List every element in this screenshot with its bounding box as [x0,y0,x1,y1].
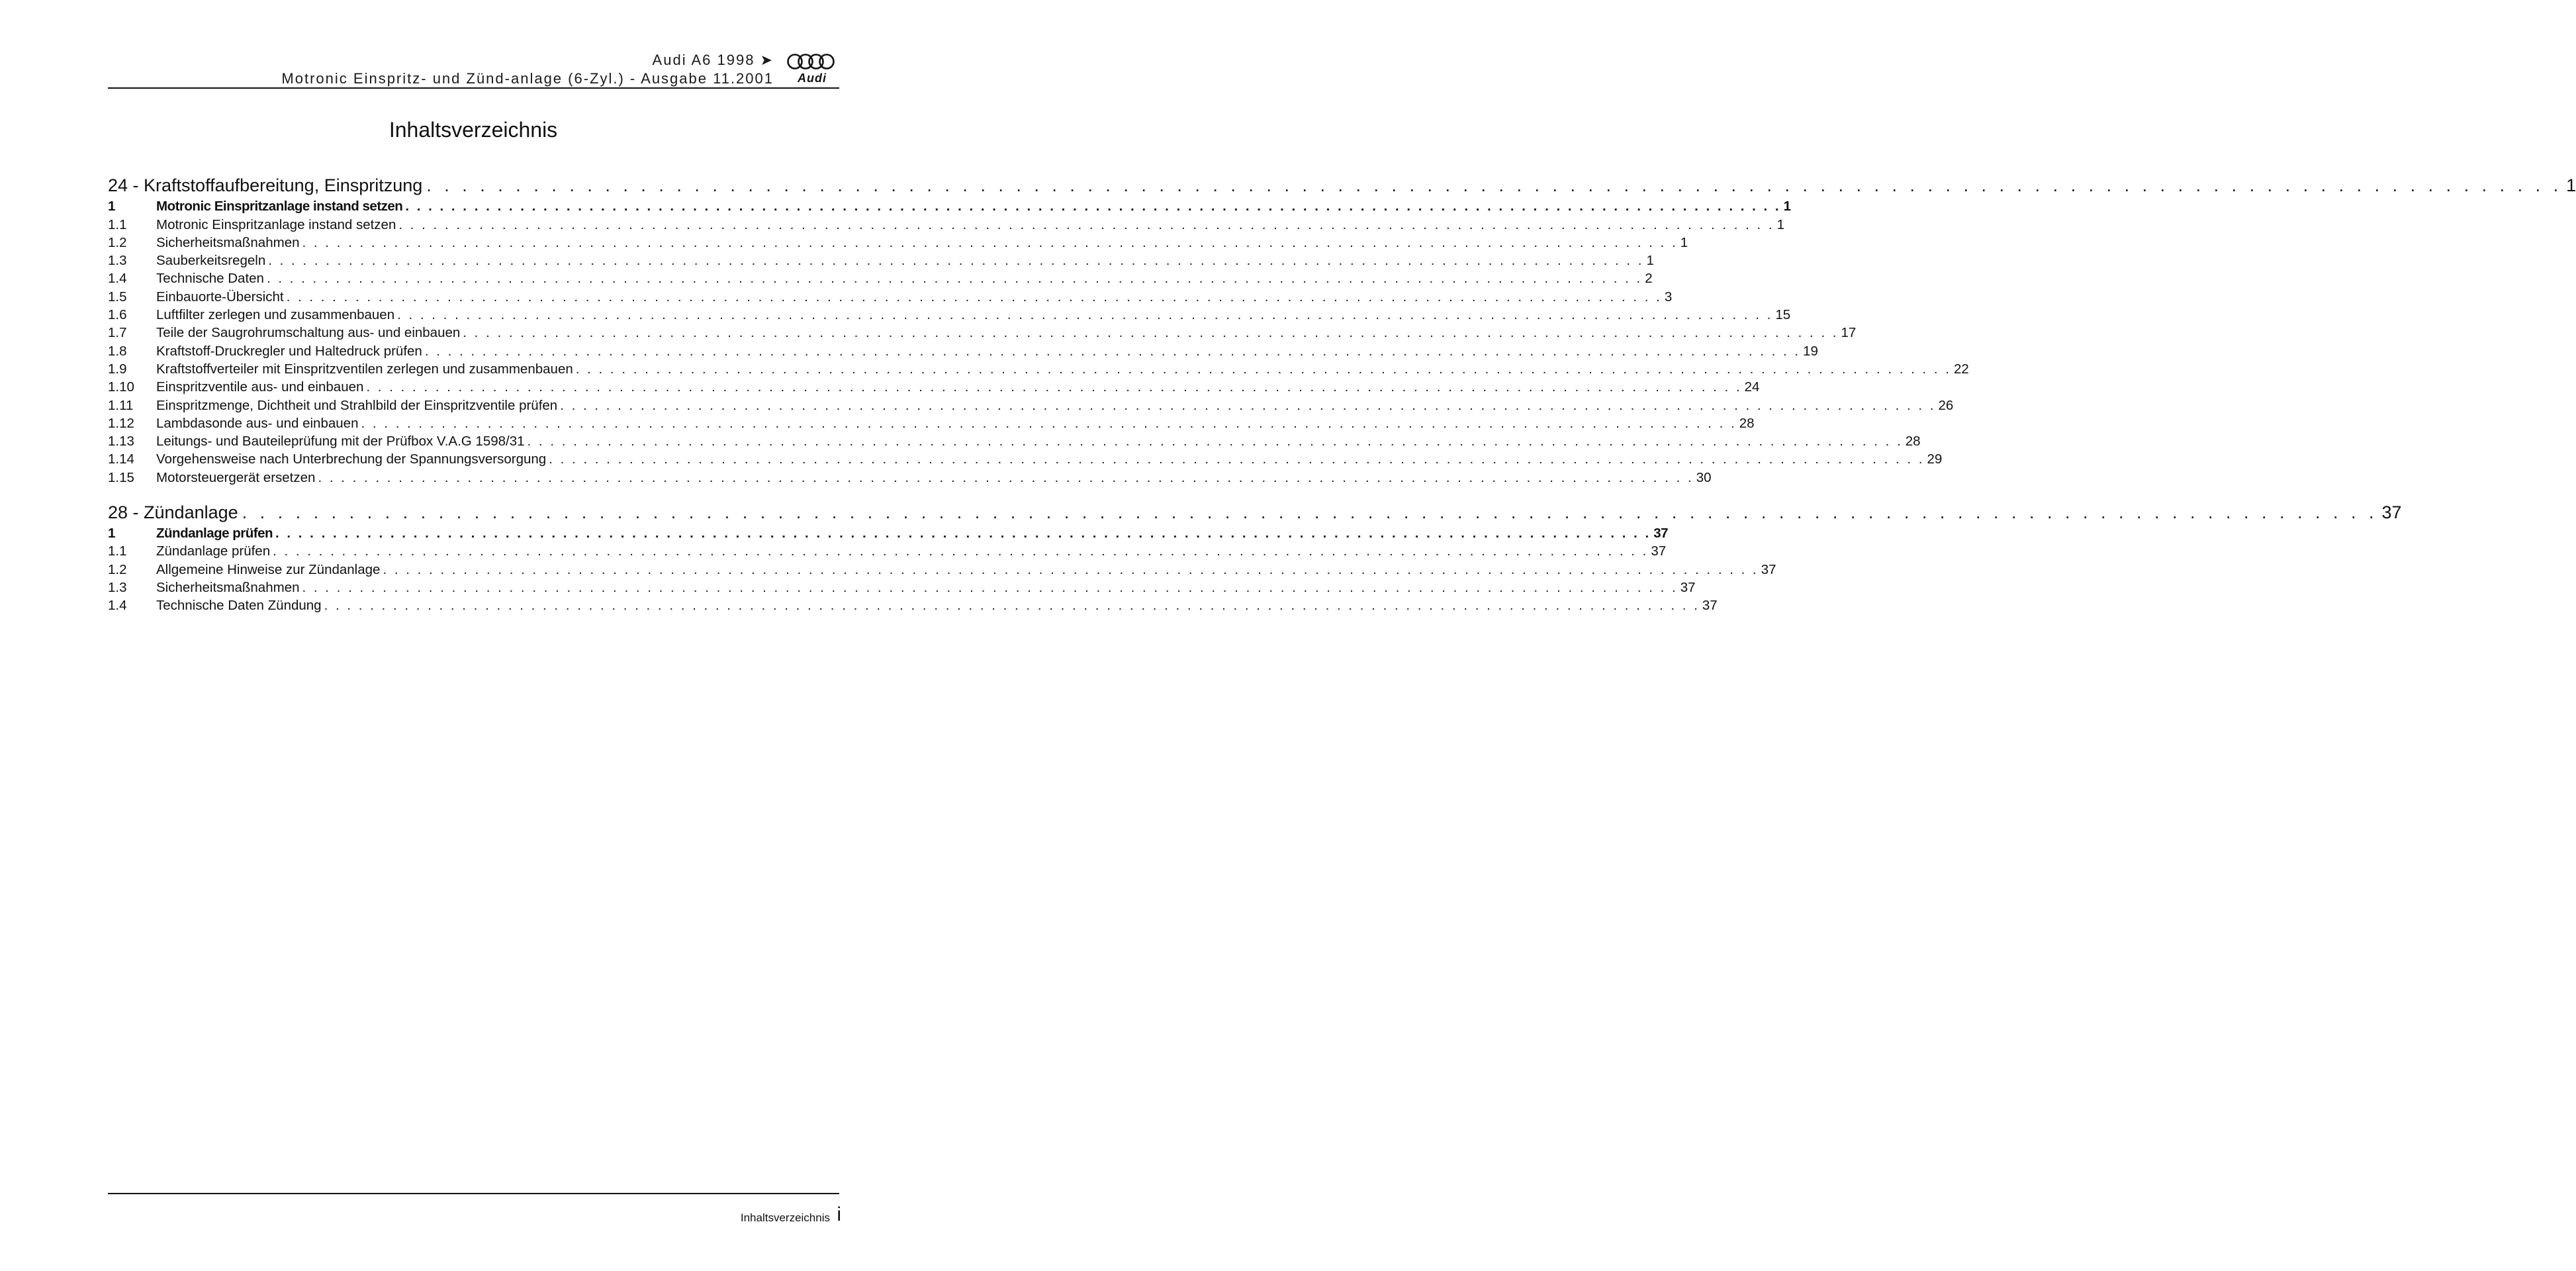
toc-entry-title: Einspritzmenge, Dichtheit und Strahlbild der Einspritzventile prüfen [156,397,558,413]
toc-leader-dots: . . . . . . . . . . . . . . . . . . . . . . . . . . . . . . . . . . . . . . . . . . . . . . . . . . . . . . . . . . . . . . . . . . . . . . . . . . . . . . . . . . . . . . . . . . . . . . . . . . . . . . . . . . . . . . . . . . . . . . . . [266,271,1643,287]
toc-entry-number: 1.3 [108,579,127,595]
header-rule [108,87,839,89]
toc-entry-title: Sicherheitsmaßnahmen [156,579,300,595]
toc-entry-number: 1.11 [108,397,134,413]
toc-entry[interactable] [108,305,1791,323]
table-of-contents [108,168,2576,614]
toc-entry-page: 2 [1645,271,1653,287]
toc-entry-page: 19 [1803,343,1818,359]
toc-entry-title: Lambdasonde aus- und einbauen [156,415,359,431]
toc-entry[interactable] [108,232,1688,250]
toc-entry[interactable] [108,467,1712,485]
toc-entry[interactable] [108,322,1857,341]
toc-chapter [108,168,2576,485]
toc-entry[interactable] [108,577,1696,595]
toc-entry-title: Vorgehensweise nach Unterbrechung der Spannungsversorgung [156,451,547,467]
toc-entry-title: Zündanlage prüfen [156,543,271,559]
toc-entry[interactable] [108,268,1653,287]
toc-entry-title: Technische Daten [156,271,264,287]
toc-entry-title: Teile der Saugrohrumschaltung aus- und einbauen [156,325,461,341]
toc-entry-title: Luftfilter zerlegen und zusammenbauen [156,307,395,323]
toc-entry-number: 1.10 [108,379,134,395]
toc-leader-dots: . . . . . . . . . . . . . . . . . . . . . . . . . . . . . . . . . . . . . . . . . . . . . . . . . . . . . . . . . . . . . . . . . . . . . . . . . . . . . . . . . . . . . . . . . . . . . . . . . . . . . . . . . . . . . . . . . . . . . . . . [424,343,1801,359]
toc-entry-page: 30 [1696,469,1712,485]
toc-entry[interactable] [108,395,1954,413]
toc-entry-page: 17 [1841,325,1857,341]
toc-leader-dots: . . . . . . . . . . . . . . . . . . . . . . . . . . . . . . . . . . . . . . . . . . . . . . . . . . . . . . . . . . . . . . . . . . . . . . . . . . . . . . . . . . . . . . . . . . . . . . . . . . . . . . . . . . . . . . . . . . . . . . . . [302,234,1678,250]
toc-leader-dots: . . . . . . . . . . . . . . . . . . . . . . . . . . . . . . . . . . . . . . . . . . . . . . . . . . . . . . . . . . . . . . . . . . . . . . . . . . . . . . . . . . . . . . . . . . . . . . . . . . . . . . . . . . . . . . . . . . . . . . . . [463,325,1839,341]
footer-label: Inhaltsverzeichnis [740,1211,830,1224]
toc-chapter-title: 24 - Kraftstoffaufbereitung, Einspritzung [108,175,423,195]
toc-leader-dots: . . . . . . . . . . . . . . . . . . . . . . . . . . . . . . . . . . . . . . . . . . . . . . . . . . . . . . . . . . . . . . . . . . . . . . . . . . . . . . . . . . . . . . . . . . . . . . . . . . . . . . . . . . . . . . . . . . . . . . . . [426,175,2563,195]
toc-entry[interactable] [108,286,1673,305]
toc-entry[interactable] [108,359,1969,377]
toc-leader-dots: . . . . . . . . . . . . . . . . . . . . . . . . . . . . . . . . . . . . . . . . . . . . . . . . . . . . . . . . . . . . . . . . . . . . . . . . . . . . . . . . . . . . . . . . . . . . . . . . . . . . . . . . . . . . . . . . . . . . . . . . [366,379,1742,395]
toc-entry-page: 1 [1776,216,1785,232]
toc-entry-number: 1.15 [108,469,134,485]
toc-entry[interactable] [108,559,1776,577]
toc-entry-number: 1.5 [108,289,127,305]
toc-entry-number: 1.13 [108,434,134,449]
toc-entry-page: 1 [1783,199,1791,214]
toc-leader-dots: . . . . . . . . . . . . . . . . . . . . . . . . . . . . . . . . . . . . . . . . . . . . . . . . . . . . . . . . . . . . . . . . . . . . . . . . . . . . . . . . . . . . . . . . . . . . . . . . . . . . . . . . . . . . . . . . . . . . . . . . [527,434,1903,449]
header-model: Audi A6 1998 ➤ [652,52,774,68]
toc-leader-dots: . . . . . . . . . . . . . . . . . . . . . . . . . . . . . . . . . . . . . . . . . . . . . . . . . . . . . . . . . . . . . . . . . . . . . . . . . . . . . . . . . . . . . . . . . . . . . . . . . . . . . . . . . . . . . . . . . . . . . . . . [405,199,1781,214]
toc-entry[interactable] [108,523,1669,541]
toc-entry-title: Technische Daten Zündung [156,598,322,614]
audi-logo-wordmark: Audi [798,71,827,85]
toc-entry-title: Sicherheitsmaßnahmen [156,234,300,250]
toc-entry[interactable] [108,449,1943,467]
toc-entry-page: 1 [1646,253,1654,269]
toc-entry-number: 1.3 [108,253,127,269]
page-title: Inhaltsverzeichnis [389,118,558,142]
toc-entry-page: 24 [1744,379,1760,395]
toc-entry-number: 1.9 [108,361,127,377]
toc-leader-dots: . . . . . . . . . . . . . . . . . . . . . . . . . . . . . . . . . . . . . . . . . . . . . . . . . . . . . . . . . . . . . . . . . . . . . . . . . . . . . . . . . . . . . . . . . . . . . . . . . . . . . . . . . . . . . . . . . . . . . . . . [549,451,1925,467]
toc-entry[interactable] [108,250,1654,269]
toc-entry-page: 37 [1651,543,1667,559]
toc-entry-title: Leitungs- und Bauteileprüfung mit der Prüfbox V.A.G 1598/31 [156,434,525,449]
toc-entry-title: Kraftstoff-Druckregler und Haltedruck prüfen [156,343,422,359]
toc-leader-dots: . . . . . . . . . . . . . . . . . . . . . . . . . . . . . . . . . . . . . . . . . . . . . . . . . . . . . . . . . . . . . . . . . . . . . . . . . . . . . . . . . . . . . . . . . . . . . . . . . . . . . . . . . . . . . . . . . . . . . . . . [286,289,1662,305]
toc-entry-title: Allgemeine Hinweise zur Zündanlage [156,561,381,577]
toc-entry-page: 28 [1739,415,1755,431]
toc-chapter-title: 28 - Zündanlage [108,502,238,522]
toc-leader-dots: . . . . . . . . . . . . . . . . . . . . . . . . . . . . . . . . . . . . . . . . . . . . . . . . . . . . . . . . . . . . . . . . . . . . . . . . . . . . . . . . . . . . . . . . . . . . . . . . . . . . . . . . . . . . . . . . . . . . . . . . [275,526,1651,541]
toc-leader-dots: . . . . . . . . . . . . . . . . . . . . . . . . . . . . . . . . . . . . . . . . . . . . . . . . . . . . . . . . . . . . . . . . . . . . . . . . . . . . . . . . . . . . . . . . . . . . . . . . . . . . . . . . . . . . . . . . . . . . . . . . [398,216,1774,232]
toc-leader-dots: . . . . . . . . . . . . . . . . . . . . . . . . . . . . . . . . . . . . . . . . . . . . . . . . . . . . . . . . . . . . . . . . . . . . . . . . . . . . . . . . . . . . . . . . . . . . . . . . . . . . . . . . . . . . . . . . . . . . . . . . [383,561,1759,577]
toc-entry[interactable] [108,340,1818,359]
header-manual-title: Motronic Einspritz- und Zünd-anlage (6-Zyl.) - Ausgabe 11.2001 [281,70,774,87]
toc-leader-dots: . . . . . . . . . . . . . . . . . . . . . . . . . . . . . . . . . . . . . . . . . . . . . . . . . . . . . . . . . . . . . . . . . . . . . . . . . . . . . . . . . . . . . . . . . . . . . . . . . . . . . . . . . . . . . . . . . . . . . . . . [397,307,1773,323]
toc-entry[interactable] [108,377,1760,395]
toc-entry-number: 1.14 [108,451,134,467]
toc-chapter [108,495,2402,614]
toc-leader-dots: . . . . . . . . . . . . . . . . . . . . . . . . . . . . . . . . . . . . . . . . . . . . . . . . . . . . . . . . . . . . . . . . . . . . . . . . . . . . . . . . . . . . . . . . . . . . . . . . . . . . . . . . . . . . . . . . . . . . . . . . [268,253,1644,269]
toc-chapter-heading[interactable] [108,168,2576,196]
toc-entry-page: 37 [1702,598,1718,614]
toc-leader-dots: . . . . . . . . . . . . . . . . . . . . . . . . . . . . . . . . . . . . . . . . . . . . . . . . . . . . . . . . . . . . . . . . . . . . . . . . . . . . . . . . . . . . . . . . . . . . . . . . . . . . . . . . . . . . . . . . . . . . . . . . [273,543,1649,559]
toc-entry-page: 28 [1905,434,1921,449]
toc-entry-number: 1.4 [108,598,127,614]
toc-entry[interactable] [108,413,1755,431]
toc-entry[interactable] [108,595,1718,614]
toc-leader-dots: . . . . . . . . . . . . . . . . . . . . . . . . . . . . . . . . . . . . . . . . . . . . . . . . . . . . . . . . . . . . . . . . . . . . . . . . . . . . . . . . . . . . . . . . . . . . . . . . . . . . . . . . . . . . . . . . . . . . . . . . [242,502,2378,522]
toc-entry-number: 1.6 [108,307,127,323]
toc-leader-dots: . . . . . . . . . . . . . . . . . . . . . . . . . . . . . . . . . . . . . . . . . . . . . . . . . . . . . . . . . . . . . . . . . . . . . . . . . . . . . . . . . . . . . . . . . . . . . . . . . . . . . . . . . . . . . . . . . . . . . . . . [560,397,1936,413]
toc-entry-title: Motorsteuergerät ersetzen [156,469,316,485]
audi-rings-icon [786,53,837,70]
toc-entry-page: 26 [1938,397,1954,413]
toc-entry-number: 1 [108,199,115,214]
toc-entry-title: Einbauorte-Übersicht [156,289,284,305]
toc-chapter-page: 37 [2381,502,2402,522]
toc-entry[interactable] [108,196,1791,214]
toc-entry-number: 1.7 [108,325,127,341]
toc-chapter-heading[interactable] [108,495,2402,523]
toc-entry-page: 37 [1761,561,1776,577]
toc-entry-number: 1.1 [108,543,127,559]
toc-entry-page: 3 [1664,289,1673,305]
toc-entry-number: 1.8 [108,343,127,359]
toc-leader-dots: . . . . . . . . . . . . . . . . . . . . . . . . . . . . . . . . . . . . . . . . . . . . . . . . . . . . . . . . . . . . . . . . . . . . . . . . . . . . . . . . . . . . . . . . . . . . . . . . . . . . . . . . . . . . . . . . . . . . . . . . [318,469,1694,485]
toc-entry-number: 1 [108,526,115,541]
toc-entry-title: Kraftstoffverteiler mit Einspritzventilen zerlegen und zusammenbauen [156,361,573,377]
toc-entry-title: Einspritzventile aus- und einbauen [156,379,364,395]
toc-entry-number: 1.2 [108,234,127,250]
toc-entry-number: 1.2 [108,561,127,577]
toc-entry-page: 1 [1680,234,1688,250]
toc-entry-page: 37 [1653,526,1669,541]
toc-entry-page: 22 [1954,361,1969,377]
toc-entry-title: Motronic Einspritzanlage instand setzen [156,199,403,214]
toc-entry-page: 29 [1927,451,1943,467]
toc-chapter-page: 1 [2566,175,2576,195]
toc-entry[interactable] [108,541,1667,559]
toc-entry-title: Zündanlage prüfen [156,526,273,541]
audi-logo [786,49,837,89]
toc-entry-title: Sauberkeitsregeln [156,253,266,269]
toc-entry-page: 37 [1680,579,1696,595]
toc-entry[interactable] [108,431,1921,449]
toc-entry-number: 1.12 [108,415,134,431]
toc-entry[interactable] [108,214,1785,232]
toc-entry-number: 1.1 [108,216,127,232]
toc-leader-dots: . . . . . . . . . . . . . . . . . . . . . . . . . . . . . . . . . . . . . . . . . . . . . . . . . . . . . . . . . . . . . . . . . . . . . . . . . . . . . . . . . . . . . . . . . . . . . . . . . . . . . . . . . . . . . . . . . . . . . . . . [324,598,1700,614]
toc-entry-page: 15 [1775,307,1791,323]
toc-entry-title: Motronic Einspritzanlage instand setzen [156,216,396,232]
toc-leader-dots: . . . . . . . . . . . . . . . . . . . . . . . . . . . . . . . . . . . . . . . . . . . . . . . . . . . . . . . . . . . . . . . . . . . . . . . . . . . . . . . . . . . . . . . . . . . . . . . . . . . . . . . . . . . . . . . . . . . . . . . . [575,361,1951,377]
toc-leader-dots: . . . . . . . . . . . . . . . . . . . . . . . . . . . . . . . . . . . . . . . . . . . . . . . . . . . . . . . . . . . . . . . . . . . . . . . . . . . . . . . . . . . . . . . . . . . . . . . . . . . . . . . . . . . . . . . . . . . . . . . . [361,415,1737,431]
footer-rule [108,1193,839,1194]
footer-page-number: i [837,1203,841,1225]
toc-entry-number: 1.4 [108,271,127,287]
toc-leader-dots: . . . . . . . . . . . . . . . . . . . . . . . . . . . . . . . . . . . . . . . . . . . . . . . . . . . . . . . . . . . . . . . . . . . . . . . . . . . . . . . . . . . . . . . . . . . . . . . . . . . . . . . . . . . . . . . . . . . . . . . . [302,579,1678,595]
